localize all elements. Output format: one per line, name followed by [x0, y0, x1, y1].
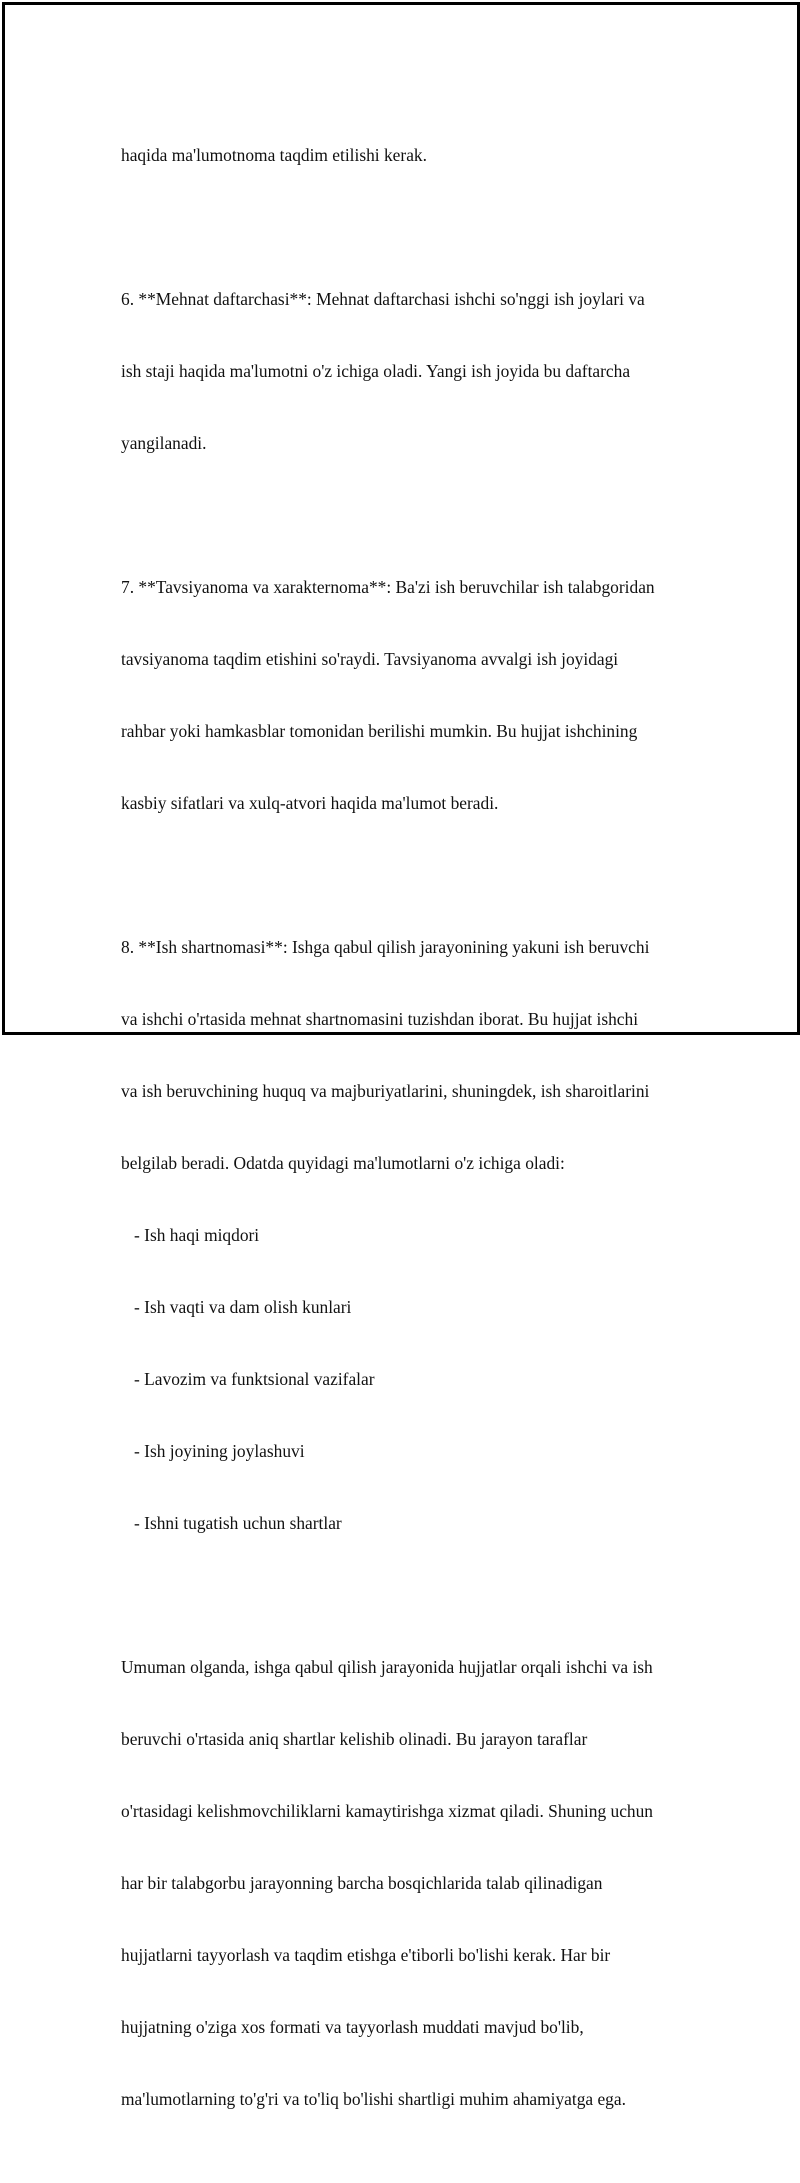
text-line: haqida ma'lumotnoma taqdim etilishi kerak. — [121, 145, 427, 165]
text-line: beruvchi o'rtasida aniq shartlar kelishib olinadi. Bu jarayon taraflar — [121, 1729, 588, 1749]
text-line: va ishchi o'rtasida mehnat shartnomasini tuzishdan iborat. Bu hujjat ishchi — [121, 1009, 639, 1029]
text-line: Umuman olganda, ishga qabul qilish jarayonida hujjatlar orqali ishchi va ish — [121, 1657, 653, 1677]
text-line: hujjatlarni tayyorlash va taqdim etishga e'tiborli bo'lishi kerak. Har bir — [121, 1945, 611, 1965]
text-line: 6. **Mehnat daftarchasi**: Mehnat daftarchasi ishchi so'nggi ish joylari va — [121, 289, 645, 309]
paragraph-item-8 — [121, 887, 711, 1583]
text-line: 7. **Tavsiyanoma va xarakternoma**: Ba'zi ish beruvchilar ish talabgoridan — [121, 577, 655, 597]
text-line: kasbiy sifatlari va xulq-atvori haqida ma'lumot beradi. — [121, 793, 499, 813]
document-body — [121, 95, 711, 2183]
text-line: o'rtasidagi kelishmovchiliklarni kamaytirishga xizmat qiladi. Shuning uchun — [121, 1801, 654, 1821]
paragraph-continuation — [121, 95, 711, 215]
text-line: har bir talabgorbu jarayonning barcha bosqichlarida talab qilinadigan — [121, 1873, 603, 1893]
paragraph-item-7 — [121, 527, 711, 863]
paragraph-item-6 — [121, 239, 711, 503]
text-line: ma'lumotlarning to'g'ri va to'liq bo'lishi shartligi muhim ahamiyatga ega. — [121, 2089, 626, 2109]
text-line: yangilanadi. — [121, 433, 207, 453]
list-item: - Ish haqi miqdori — [121, 1225, 260, 1245]
text-line: rahbar yoki hamkasblar tomonidan berilishi mumkin. Bu hujjat ishchining — [121, 721, 638, 741]
list-item: - Lavozim va funktsional vazifalar — [121, 1369, 375, 1389]
text-line: ish staji haqida ma'lumotni o'z ichiga oladi. Yangi ish joyida bu daftarcha — [121, 361, 631, 381]
text-line: hujjatning o'ziga xos formati va tayyorlash muddati mavjud bo'lib, — [121, 2017, 584, 2037]
list-item: - Ishni tugatish uchun shartlar — [121, 1513, 342, 1533]
text-line: tavsiyanoma taqdim etishini so'raydi. Tavsiyanoma avvalgi ish joyidagi — [121, 649, 619, 669]
text-line: va ish beruvchining huquq va majburiyatlarini, shuningdek, ish sharoitlarini — [121, 1081, 650, 1101]
paragraph-conclusion — [121, 1607, 711, 2159]
list-item: - Ish joyining joylashuvi — [121, 1441, 305, 1461]
page-frame — [2, 2, 800, 2109]
list-item: - Ish vaqti va dam olish kunlari — [121, 1297, 352, 1317]
text-line: 8. **Ish shartnomasi**: Ishga qabul qilish jarayonining yakuni ish beruvchi — [121, 937, 650, 957]
text-line: belgilab beradi. Odatda quyidagi ma'lumotlarni o'z ichiga oladi: — [121, 1153, 565, 1173]
